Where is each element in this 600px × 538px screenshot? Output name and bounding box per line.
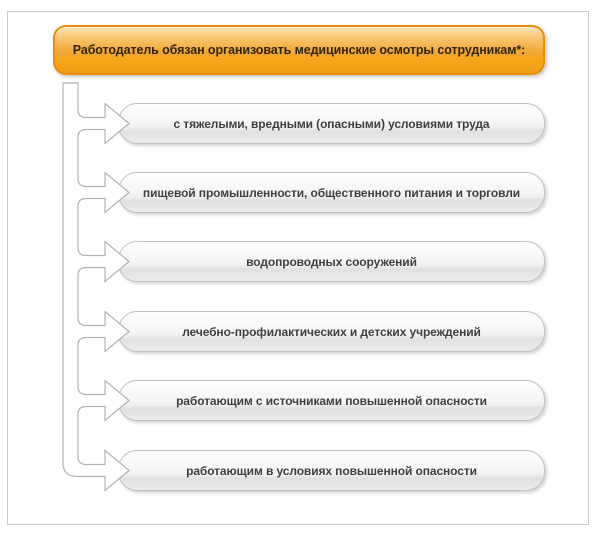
header-box [53, 25, 545, 75]
item-label-1: с тяжелыми, вредными (опасными) условиями труда [173, 116, 490, 131]
item-label-6: работающим в условиях повышенной опасности [186, 463, 477, 478]
item-label-5: работающим с источниками повышенной опасности [176, 393, 487, 408]
item-box-3 [118, 241, 545, 282]
header-label: Работодатель обязан организовать медицинские осмотры сотрудникам*: [72, 43, 526, 57]
item-label-4: лечебно-профилактических и детских учреждений [182, 324, 481, 339]
item-box-2 [118, 172, 545, 213]
item-box-1 [118, 103, 545, 144]
item-label-2: пищевой промышленности, общественного питания и торговли [142, 185, 521, 200]
item-box-5 [118, 380, 545, 421]
item-box-4 [118, 311, 545, 352]
item-box-6 [118, 450, 545, 491]
item-label-3: водопроводных сооружений [246, 254, 417, 269]
